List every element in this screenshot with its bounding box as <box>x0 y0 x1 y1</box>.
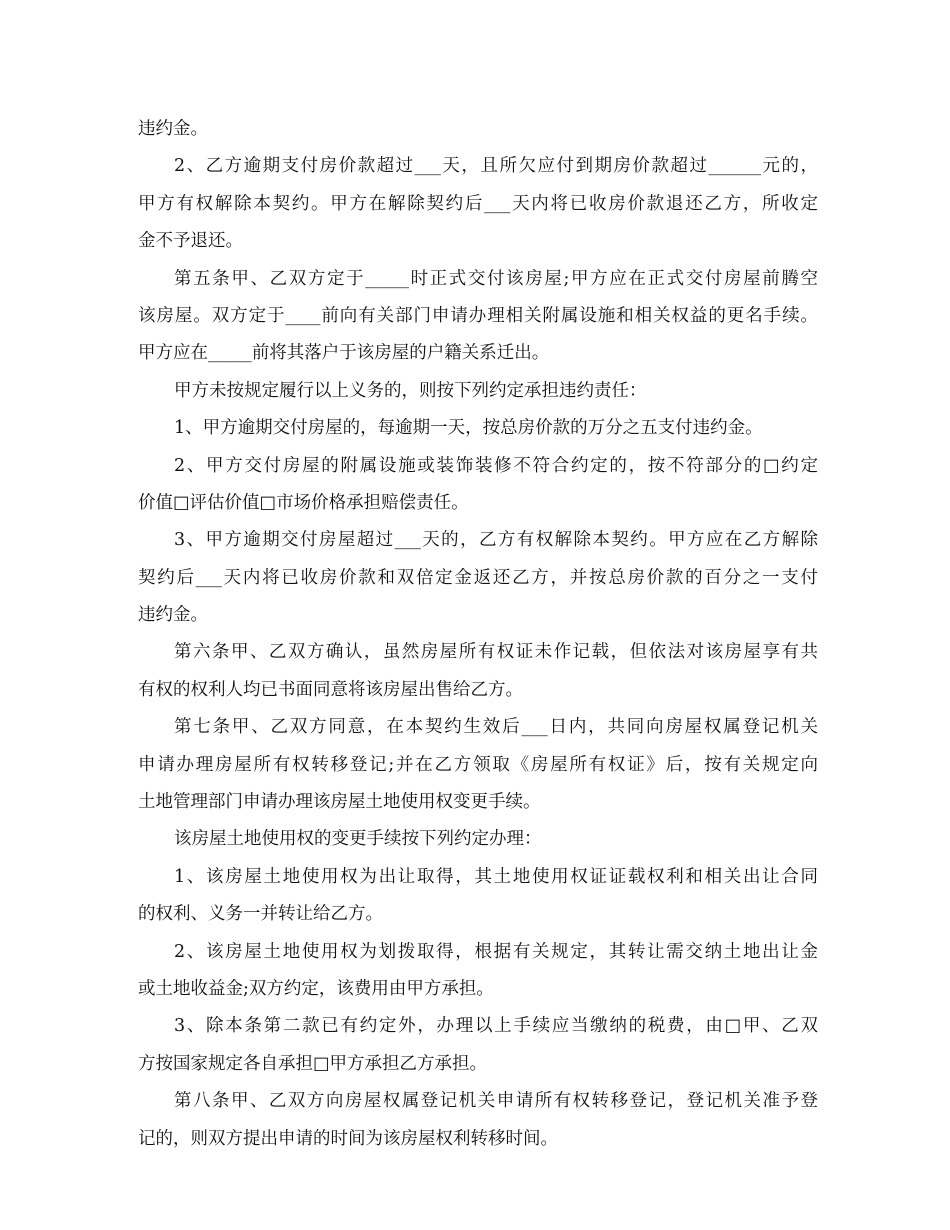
text-line: 3、甲方逾期交付房屋超过___天的，乙方有权解除本契约。甲方应在乙方解除 <box>174 530 818 551</box>
text-line: 第八条甲、乙双方向房屋权属登记机关申请所有权转移登记，登记机关准予登 <box>174 1091 818 1112</box>
text-line: 记的，则双方提出申请的时间为该房屋权利转移时间。 <box>138 1128 558 1149</box>
text-line: 方按国家规定各自承担□甲方承担乙方承担。 <box>138 1053 488 1074</box>
text-line: 1、甲方逾期交付房屋的，每逾期一天，按总房价款的万分之五支付违约金。 <box>174 418 763 439</box>
text-line: 申请办理房屋所有权转移登记;并在乙方领取《房屋所有权证》后，按有关规定向 <box>138 754 818 775</box>
text-line: 违约金。 <box>138 119 208 139</box>
text-line: 金不予退还。 <box>138 231 243 252</box>
text-line: 该房屋。双方定于____前向有关部门申请办理相关附属设施和相关权益的更名手续。 <box>138 305 818 326</box>
text-line: 第五条甲、乙双方定于_____时正式交付该房屋;甲方应在正式交付房屋前腾空 <box>174 268 818 289</box>
text-line: 2、该房屋土地使用权为划拨取得，根据有关规定，其转让需交纳土地出让金 <box>174 941 818 962</box>
text-line: 土地管理部门申请办理该房屋土地使用权变更手续。 <box>138 792 541 813</box>
text-line: 该房屋土地使用权的变更手续按下列约定办理： <box>174 829 542 850</box>
text-line: 违约金。 <box>138 605 208 626</box>
text-line: 第七条甲、乙双方同意，在本契约生效后___日内，共同向房屋权属登记机关 <box>174 717 818 738</box>
text-line: 2、甲方交付房屋的附属设施或装饰装修不符合约定的，按不符部分的□约定 <box>174 455 818 476</box>
text-line: 第六条甲、乙双方确认，虽然房屋所有权证未作记载，但依法对该房屋享有共 <box>174 642 818 663</box>
text-line: 2、乙方逾期支付房价款超过___天，且所欠应付到期房价款超过______元的， <box>174 156 818 177</box>
text-line: 甲方未按规定履行以上义务的，则按下列约定承担违约责任： <box>174 380 647 401</box>
text-line: 有权的权利人均已书面同意将该房屋出售给乙方。 <box>138 679 523 700</box>
text-line: 价值□评估价值□市场价格承担赔偿责任。 <box>138 492 469 513</box>
text-line: 契约后___天内将已收房价款和双倍定金返还乙方，并按总房价款的百分之一支付 <box>138 567 818 588</box>
text-line: 或土地收益金;双方约定，该费用由甲方承担。 <box>138 978 494 999</box>
text-line: 甲方有权解除本契约。甲方在解除契约后___天内将已收房价款退还乙方，所收定 <box>138 193 818 214</box>
text-line: 的权利、义务一并转让给乙方。 <box>138 904 383 925</box>
text-line: 3、除本条第二款已有约定外，办理以上手续应当缴纳的税费，由□甲、乙双 <box>174 1016 818 1037</box>
document-body <box>138 111 818 1158</box>
text-line: 甲方应在_____前将其落户于该房屋的户籍关系迁出。 <box>138 343 550 364</box>
text-line: 1、该房屋土地使用权为出让取得，其土地使用权证证载权利和相关出让合同 <box>174 866 818 887</box>
document-page <box>138 111 818 1158</box>
